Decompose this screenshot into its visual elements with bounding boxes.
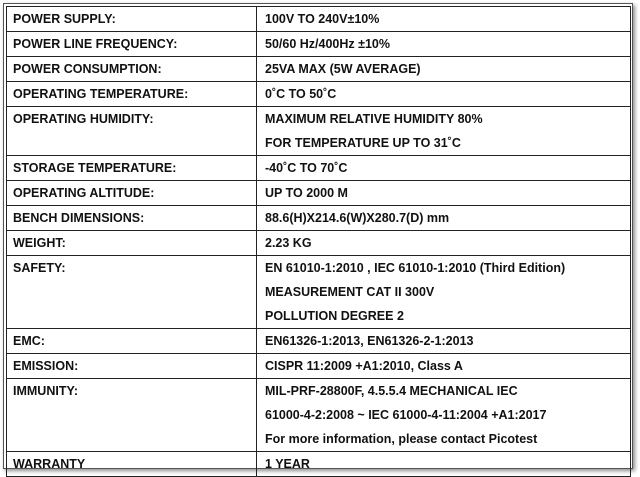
spec-label-cell [7,181,257,206]
spec-value: 88.6(H)X214.6(W)X280.7(D) mm [265,211,450,225]
spec-label-cell [7,354,257,379]
spec-label-cell [7,256,257,329]
spec-value-cell [257,329,631,354]
spec-label: EMC: [13,334,45,348]
spec-label-cell [7,206,257,231]
spec-label: EMISSION: [13,359,79,373]
spec-label: IMMUNITY: [13,384,79,398]
spec-label: OPERATING ALTITUDE: [13,186,155,200]
spec-label: WEIGHT: [13,236,66,250]
spec-value-cell [257,82,631,107]
spec-label-cell [7,82,257,107]
spec-label-cell [7,156,257,181]
spec-value: UP TO 2000 M [265,186,348,200]
spec-label: POWER CONSUMPTION: [13,62,162,76]
table-row [7,181,631,206]
spec-value-cell [257,231,631,256]
spec-value: -40˚C TO 70˚C [265,161,348,175]
spec-value: MAXIMUM RELATIVE HUMIDITY 80% [265,112,483,126]
table-row [7,7,631,32]
spec-value: 0˚C TO 50˚C [265,87,337,101]
spec-value: 61000-4-2:2008 ~ IEC 61000-4-11:2004 +A1:2017 [265,408,547,422]
spec-value: For more information, please contact Picotest [265,432,538,446]
spec-label-cell [7,7,257,32]
spec-label-cell [7,32,257,57]
spec-label: POWER LINE FREQUENCY: [13,37,178,51]
table-row [7,82,631,107]
spec-label: SAFETY: [13,261,66,275]
table-row [7,231,631,256]
spec-value: 50/60 Hz/400Hz ±10% [265,37,390,51]
spec-value-cell [257,379,631,452]
table-row [7,329,631,354]
spec-value-cell [257,206,631,231]
spec-value: EN61326-1:2013, EN61326-2-1:2013 [265,334,474,348]
spec-label-cell [7,452,257,477]
spec-value-cell [257,57,631,82]
spec-value: FOR TEMPERATURE UP TO 31˚C [265,136,461,150]
spec-value: POLLUTION DEGREE 2 [265,309,404,323]
spec-label-cell [7,57,257,82]
spec-value-cell [257,452,631,477]
table-row [7,256,631,329]
spec-value: MEASUREMENT CAT II 300V [265,285,435,299]
specifications-table-body [7,7,631,477]
spec-label-cell [7,379,257,452]
spec-value: EN 61010-1:2010 , IEC 61010-1:2010 (Third Edition) [265,261,566,275]
spec-label-cell [7,107,257,156]
spec-label: POWER SUPPLY: [13,12,116,26]
specifications-table [6,6,631,477]
spec-value-cell [257,181,631,206]
table-row [7,452,631,477]
spec-label-cell [7,329,257,354]
spec-value: 25VA MAX (5W AVERAGE) [265,62,421,76]
table-row [7,354,631,379]
table-row [7,57,631,82]
spec-label-cell [7,231,257,256]
table-row [7,206,631,231]
spec-label: STORAGE TEMPERATURE: [13,161,177,175]
spec-value-cell [257,107,631,156]
spec-value-cell [257,156,631,181]
table-row [7,379,631,452]
spec-value: 1 YEAR [265,457,310,471]
spec-value: CISPR 11:2009 +A1:2010, Class A [265,359,463,373]
table-row [7,32,631,57]
table-row [7,156,631,181]
spec-value-cell [257,256,631,329]
spec-label: OPERATING HUMIDITY: [13,112,154,126]
spec-value: 2.23 KG [265,236,312,250]
spec-value-cell [257,32,631,57]
spec-value-cell [257,354,631,379]
spec-label: WARRANTY [13,457,86,471]
spec-value-cell [257,7,631,32]
spec-value: MIL-PRF-28800F, 4.5.5.4 MECHANICAL IEC [265,384,518,398]
spec-label: BENCH DIMENSIONS: [13,211,145,225]
spec-value: 100V TO 240V±10% [265,12,380,26]
table-row [7,107,631,156]
spec-label: OPERATING TEMPERATURE: [13,87,189,101]
